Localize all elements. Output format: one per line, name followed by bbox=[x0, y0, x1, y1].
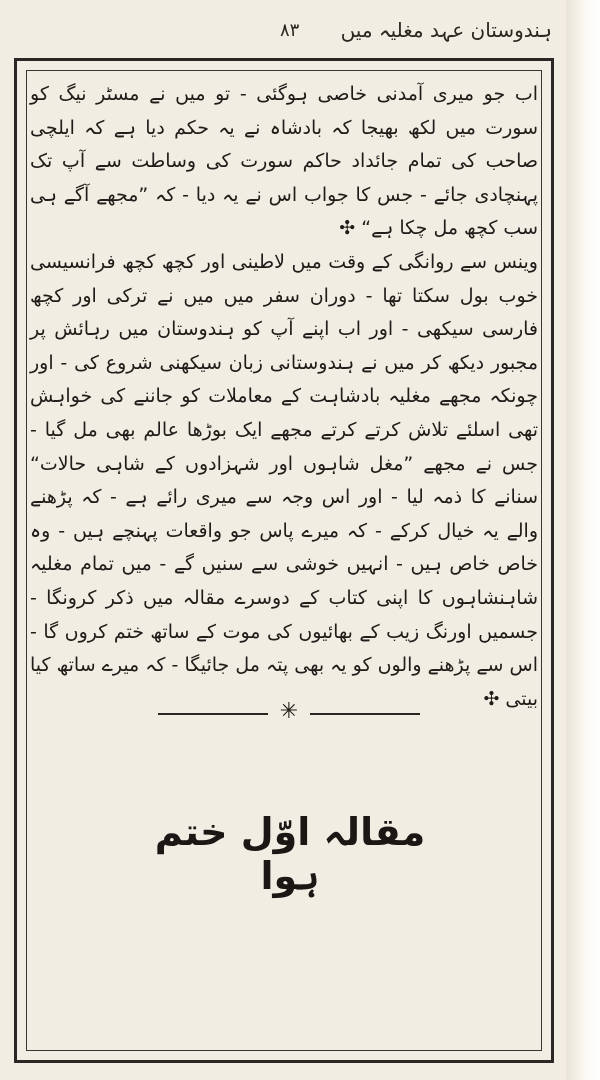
page-header bbox=[20, 12, 560, 46]
divider-rule-left bbox=[158, 713, 268, 715]
body-text bbox=[30, 78, 538, 716]
page-edge-shadow bbox=[566, 0, 600, 1080]
section-end-heading: مقالہ اوّل ختم ہوا bbox=[154, 810, 426, 898]
paragraph-1: اب جو میری آمدنی خاصی ہوگئی - تو میں نے مسٹر نیگ کو سورت میں لکھ بھیجا کہ بادشاہ نے یہ حکم دیا ہے کہ ایلچی صاحب کی تمام جائداد حاکم سورت کی وساطت سے آپ تک پہنچادی جائے - جس کا جواب اس نے یہ دیا - کہ ”مجھے آگے ہی سب کچھ مل چکا ہے“ ✣ bbox=[30, 83, 538, 240]
paragraph-2: وینس سے روانگی کے وقت میں لاطینی اور کچھ کچھ فرانسیسی خوب بول سکتا تھا - دوران سفر میں میں نے ترکی اور کچھ فارسی سیکھی - اور اب اپنے آپ کو ہندوستان میں رہائش پر مجبور دیکھ کر میں نے ہندوستانی زبان سیکھنی شروع کی - اور چونکہ مجھے مغلیہ بادشاہت کے معاملات کو جاننے کی خواہش تھی اسلئے تلاش کرتے کرتے مجھے ایک بوڑھا عالم بھی مل گیا - جس نے مجھے ”مغل شاہوں اور شہزادوں کے شاہی حالات“ سنانے کا ذمہ لیا - اور اس وجہ سے میری رائے ہے - کہ پڑھنے والے یہ خیال کرکے - کہ میرے پاس جو واقعات پہنچے ہیں - وہ خاص خاص ہیں - انہیں خوشی سے سنیں گے - میں تمام مغلیہ شاہنشاہوں کا اپنی کتاب کے دوسرے مقالہ میں ذکر کرونگا - جسمیں اورنگ زیب کے بھائیوں کی موت کے ساتھ ختم کروں گا - اس سے پڑھنے والوں کو یہ بھی پتہ مل جائیگا - کہ میرے ساتھ کیا بیتی ✣ bbox=[30, 250, 538, 710]
running-title: ہندوستان عہد مغلیہ میں bbox=[340, 18, 552, 42]
page-number: ۸۳ bbox=[280, 20, 300, 41]
divider-rule-right bbox=[310, 713, 420, 715]
asterisk-ornament-icon: ✳ bbox=[279, 699, 299, 724]
section-divider bbox=[158, 699, 420, 724]
